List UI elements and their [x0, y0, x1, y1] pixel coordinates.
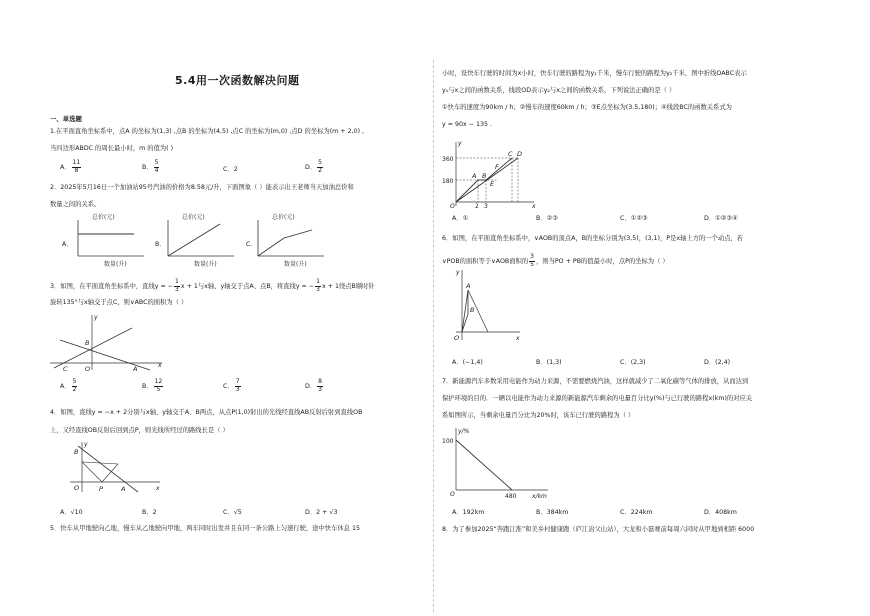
- q4-option-d[interactable]: D．2 + √3: [305, 509, 338, 516]
- q7-text-line1: 7．新能源汽车多数采用电能作为动力来源，不需要燃烧汽油，这样就减少了二氧化碳等气体的排放，从而达到: [442, 378, 749, 385]
- svg-text:O: O: [74, 484, 80, 492]
- q1-option-c[interactable]: C．2: [223, 166, 238, 173]
- q7-figure: [442, 424, 562, 500]
- q4-figure: [64, 440, 164, 496]
- q5-text-line1: 5．快车从甲地驶向乙地，慢车从乙地驶向甲地，两车同时出发并且在同一条公路上匀速行驶，途中快车休息 15: [50, 525, 360, 532]
- q4-text-line2: 上，又经直线OB反射后回到点P，则光线所经过的路线长是（ ）: [50, 427, 229, 434]
- q5-option-c[interactable]: C．①②③: [620, 215, 648, 222]
- page-title: 5.4用一次函数解决问题: [175, 74, 300, 87]
- q3-text-line2: 旋转135°与x轴交于点C，则∨ABC的面积为（ ）: [50, 299, 188, 306]
- q2a-xlabel: 数量(升): [104, 261, 127, 268]
- svg-text:y/%: y/%: [458, 428, 470, 435]
- svg-text:A: A: [121, 485, 126, 493]
- q1-option-a[interactable]: A． $\frac{11}{8}$: [60, 159, 81, 174]
- q5-text-line3: y₁与x之间的函数关系，线段OD表示y₂与x之间的函数关系，下列说法正确的是（ ）: [442, 87, 676, 94]
- q3-option-d[interactable]: D． $\frac{8}{3}$: [305, 378, 322, 393]
- q2-option-a[interactable]: A．: [62, 241, 73, 248]
- svg-text:2: 2: [475, 203, 479, 210]
- svg-text:x: x: [156, 485, 160, 492]
- q5-option-a[interactable]: A．①: [452, 215, 469, 222]
- q2c-ylabel: 总价(元): [272, 214, 295, 221]
- q1-option-d[interactable]: D． $\frac{5}{2}$: [305, 159, 322, 174]
- q3-option-c[interactable]: C． $\frac{7}{3}$: [223, 378, 240, 393]
- svg-text:C: C: [508, 150, 513, 158]
- svg-text:480: 480: [505, 493, 517, 500]
- q7-option-d[interactable]: D．408km: [704, 509, 737, 516]
- q6-text-line1: 6．如图，在平面直角坐标系中，∨AOB的顶点A，B的坐标分别为(3,5)，(3,1)，P是x轴上方的一个动点，若: [442, 235, 744, 242]
- q4-light-path: [82, 462, 118, 482]
- q2-text-line1: 2．2025年5月16日一个加油站95号汽油的价格为8.58元/升，下面图象（ ）能表示出王老师当天加油总价和: [50, 184, 354, 191]
- q2-graph-a: [74, 212, 154, 268]
- q6-option-a[interactable]: A．(−1,4): [452, 359, 483, 366]
- svg-text:x/km: x/km: [532, 493, 547, 500]
- q5-text-line4: ①快车的速度为90km / h；②慢车的速度60km / h；③E点坐标为(3.5,180)；④线段BC的函数关系式为: [442, 104, 732, 111]
- q4-option-a[interactable]: A．√10: [60, 509, 83, 516]
- svg-text:O: O: [85, 365, 91, 373]
- svg-text:O: O: [450, 491, 455, 498]
- svg-text:A: A: [472, 172, 477, 180]
- q2b-xlabel: 数量(升): [194, 261, 217, 268]
- q7-option-a[interactable]: A．192km: [452, 509, 485, 516]
- svg-text:x: x: [158, 362, 162, 369]
- q2c-xlabel: 数量(升): [284, 261, 307, 268]
- svg-text:x: x: [516, 335, 520, 342]
- q4-line-ab: [78, 446, 138, 492]
- q3-option-b[interactable]: B． $\frac{12}{5}$: [142, 378, 163, 393]
- q6-figure: [446, 268, 526, 344]
- svg-text:B: B: [482, 172, 487, 180]
- left-column: [50, 0, 434, 616]
- q6-option-c[interactable]: C．(2,3): [620, 359, 646, 366]
- q4-text-line1: 4．如图，直线y = −x + 2分别与x轴、y轴交于A、B两点，从点P(1,0)射出的光线经直线AB反射后射到直线OB: [50, 409, 363, 416]
- q7-text-line2: 保护环境的目的．一辆以电能作为动力来源的新能源汽车剩余的电量百分比y(%)与已行驶的路程x(km)的对应关: [442, 395, 753, 402]
- q4-option-c[interactable]: C．√5: [223, 509, 242, 516]
- svg-text:B: B: [85, 339, 90, 347]
- q2-graph-c: [254, 212, 334, 268]
- q3-figure: [50, 312, 170, 374]
- q7-option-c[interactable]: C．224km: [620, 509, 653, 516]
- q2-graph-b: [164, 212, 244, 268]
- svg-text:E: E: [490, 180, 495, 188]
- q7-option-b[interactable]: B．384km: [536, 509, 569, 516]
- q2b-line: [168, 224, 220, 256]
- svg-text:P: P: [99, 485, 103, 493]
- q1-text-line1: 1.在平面直角坐标系中，点A 的坐标为(1,3) ,点B 的坐标为(4,5) ,点C 的坐标为(m,0) ,点D 的坐标为(m + 2,0) ,: [50, 128, 365, 135]
- svg-text:O: O: [454, 334, 460, 342]
- q2b-ylabel: 总价(元): [182, 214, 205, 221]
- q3-option-a[interactable]: A． $\frac{5}{2}$: [60, 378, 77, 393]
- svg-text:B: B: [74, 448, 79, 456]
- q5-text-line2: 小时，设快车行驶的时间为x小时，快车行驶的路程为y₁千米，慢车行驶的路程为y₂千米，图中折线OABC表示: [442, 70, 747, 77]
- svg-text:y: y: [84, 441, 88, 448]
- q5-text-line5: y = 90x − 135 .: [442, 121, 493, 128]
- svg-text:100: 100: [442, 438, 454, 445]
- q2-option-b[interactable]: B．: [155, 241, 166, 248]
- q4-option-b[interactable]: B．2: [142, 509, 157, 516]
- q6-text-line2: ∨POB的面积等于∨AOB面积的 $\frac{3}{5}$ ，则当PO + PB的值最小时，点P的坐标为（ ）: [442, 253, 669, 268]
- svg-text:180: 180: [442, 178, 454, 185]
- q2c-line: [258, 230, 312, 256]
- svg-text:360: 360: [442, 156, 454, 163]
- q5-line-od: [456, 158, 518, 202]
- q1-option-b[interactable]: B． $\frac{5}{4}$: [142, 159, 159, 174]
- svg-text:D: D: [517, 150, 523, 158]
- q1-text-line2: 当四边形ABDC 的周长最小时，m 的值为( ): [50, 145, 174, 152]
- section-heading: 一、单选题: [50, 115, 82, 123]
- svg-text:y: y: [456, 269, 460, 276]
- q2-text-line2: 数量之间的关系。: [50, 201, 101, 208]
- svg-text:B: B: [470, 306, 475, 314]
- svg-text:A: A: [466, 282, 471, 290]
- svg-text:y: y: [458, 140, 462, 147]
- q5-figure: [442, 140, 542, 208]
- q6-option-d[interactable]: D．(2,4): [704, 359, 731, 366]
- svg-text:A: A: [133, 365, 138, 373]
- q3-line-bc: [54, 328, 132, 368]
- q5-option-d[interactable]: D．①②③④: [704, 215, 738, 222]
- svg-text:O: O: [450, 203, 455, 210]
- q7-battery-line: [456, 440, 512, 490]
- q7-text-line3: 系如图所示，当剩余电量百分比为20%时，该车已行驶的路程为（ ）: [442, 412, 635, 419]
- q5-option-b[interactable]: B．②③: [536, 215, 558, 222]
- q2a-ylabel: 总价(元): [92, 214, 115, 221]
- svg-text:x: x: [532, 203, 536, 210]
- svg-text:y: y: [94, 314, 98, 321]
- svg-text:C: C: [63, 365, 68, 373]
- svg-text:3: 3: [484, 203, 488, 210]
- q2-option-c[interactable]: C．: [246, 241, 257, 248]
- q3-text-line1: 3．如图，在平面直角坐标系中，直线y = − $\frac{1}{3}$ x + 1与x轴、y轴交于点A、点B，将直线y = − $\frac{1}{3}$ x + 1绕点B顺时针: [50, 278, 375, 293]
- right-column: [442, 0, 837, 616]
- q6-option-b[interactable]: B．(1,3): [536, 359, 562, 366]
- svg-text:F: F: [495, 163, 499, 171]
- q8-text-line1: 8．为了参加2025“奔跑江淮”和美乡村健康跑（庐江冶父山站），大龙和小磊赛前每周六同时从甲地到相距 6000: [442, 526, 755, 533]
